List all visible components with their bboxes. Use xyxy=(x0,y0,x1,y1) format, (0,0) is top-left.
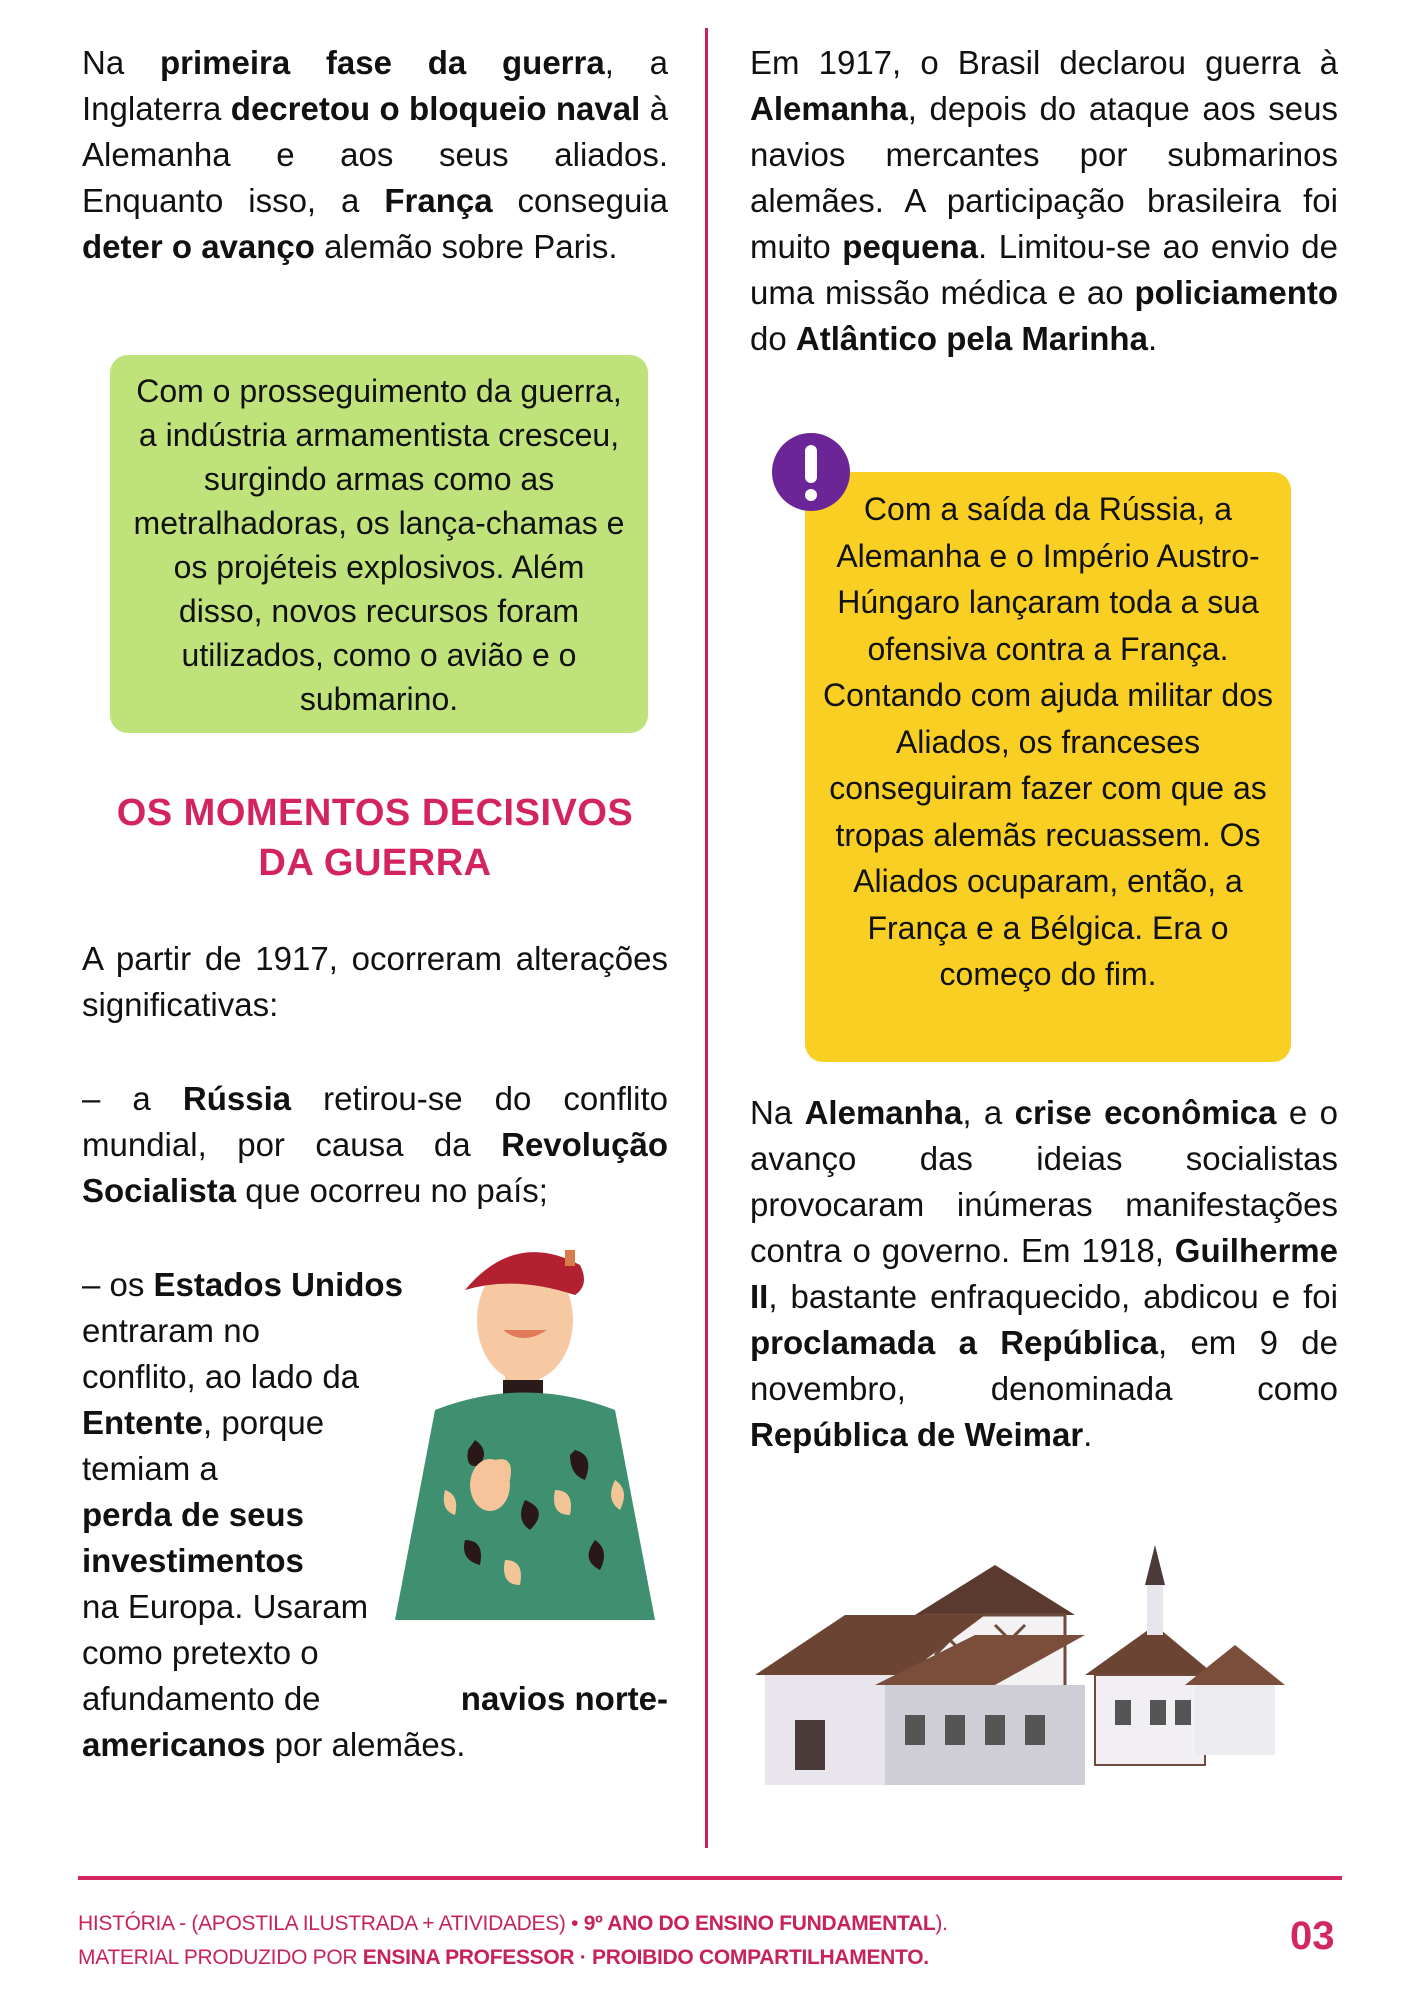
info-box-yellow: Com a saída da Rússia, a Alemanha e o Império Austro-Húngaro lançaram toda a sua ofensiva contra a França. Contando com ajuda militar dos Aliados, os franceses conseguiram fazer com que as tropas alemãs recuassem. Os Aliados ocuparam, então, a França e a Bélgica. Era o começo do fim. xyxy=(805,472,1291,1062)
footer-line-2: MATERIAL PRODUZIDO POR ENSINA PROFESSOR · PROIBIDO COMPARTILHAMENTO. xyxy=(78,1946,929,1969)
column-divider xyxy=(705,28,708,1848)
page-number: 03 xyxy=(1290,1914,1335,1958)
brazil-paragraph: Em 1917, o Brasil declarou guerra à Alemanha, depois do ataque aos seus navios mercantes por submarinos alemães. A participação brasileira foi muito pequena. Limitou-se ao envio de uma missão médica e ao policiamento do Atlântico pela Marinha. xyxy=(750,44,1338,357)
exclamation-icon xyxy=(772,433,850,511)
houses-illustration xyxy=(755,1545,1340,1805)
germany-paragraph: Na Alemanha, a crise econômica e o avanço das ideias socialistas provocaram inúmeras manifestações contra o governo. Em 1918, Guilherme II, bastante enfraquecido, abdicou e foi proclamada a República, em 9 de novembro, denominada como República de Weimar. xyxy=(750,1094,1339,1453)
info-box-green: Com o prosseguimento da guerra, a indústria armamentista cresceu, surgindo armas como as metralhadoras, os lança-chamas e os projéteis explosivos. Além disso, novos recursos foram utilizados, como o avião e o submarino. xyxy=(110,355,648,733)
intro-paragraph: Na primeira fase da guerra, a Inglaterra decretou o bloqueio naval à Alemanha e aos seus aliados. Enquanto isso, a França conseguia deter o avanço alemão sobre Paris. xyxy=(82,44,668,265)
changes-intro: A partir de 1917, ocorreram alterações significativas: xyxy=(82,940,668,1023)
footer-line-1: HISTÓRIA - (APOSTILA ILUSTRADA + ATIVIDADES) • 9º ANO DO ENSINO FUNDAMENTAL). xyxy=(78,1912,948,1935)
russia-item: – a Rússia retirou-se do conflito mundial, por causa da Revolução Socialista que ocorreu no país; xyxy=(82,1080,668,1209)
section-heading: OS MOMENTOS DECISIVOS DA GUERRA xyxy=(116,792,634,884)
soldier-illustration xyxy=(375,1240,675,1620)
footer-divider xyxy=(78,1876,1342,1880)
usa-item: – os Estados Unidos entraram no conflito, ao lado da Entente, porque temiam a perda de seus investimentos na Europa. Usaram como pretexto o afundamento de navios norte- americanos por alemães. xyxy=(82,1266,668,1763)
